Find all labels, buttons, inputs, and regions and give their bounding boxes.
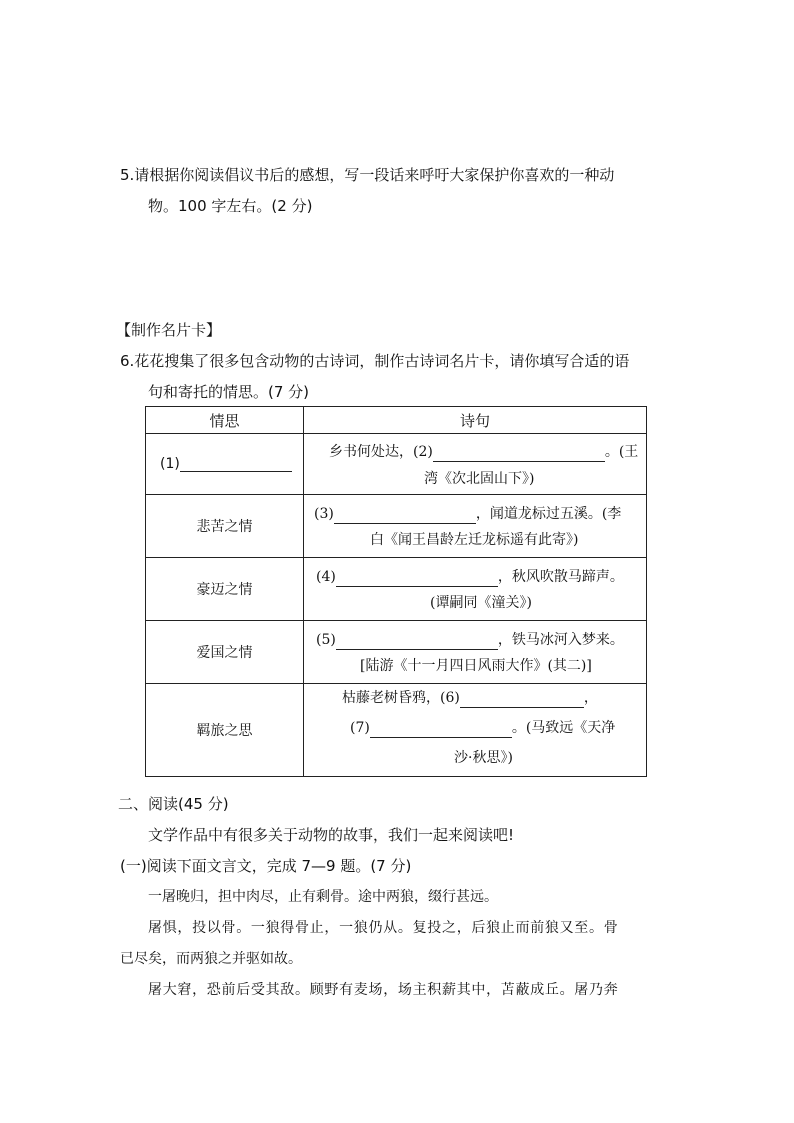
verse-text: ，秋风吹散马蹄声。 — [497, 569, 624, 585]
blank-label-3: (3) — [314, 506, 334, 522]
verse-source: 沙·秋思》) — [454, 750, 513, 766]
verse-text: 。(王 — [604, 444, 639, 460]
answer-blank-3[interactable] — [334, 508, 476, 524]
verse-text: 枯藤老树昏鸦， — [342, 690, 440, 706]
verse-source: 湾《次北固山下》) — [424, 471, 535, 487]
table-row-2-emotion: 悲苦之情 — [146, 495, 304, 558]
reading-intro: 文学作品中有很多关于动物的故事，我们一起来阅读吧! — [148, 826, 515, 844]
passage-paragraph-3: 屠大窘，恐前后受其敌。顾野有麦场，场主积薪其中，苫蔽成丘。屠乃奔 — [148, 982, 619, 998]
q6-line2: 句和寄托的情思。(7 分) — [148, 383, 310, 401]
table-row-4-verse — [304, 621, 647, 684]
passage-paragraph-1: 一屠晚归，担中肉尽，止有剩骨。途中两狼，缀行甚远。 — [148, 889, 498, 905]
answer-blank-6[interactable] — [460, 692, 584, 708]
answer-blank-7[interactable] — [370, 722, 512, 738]
header-verse: 诗句 — [304, 407, 647, 434]
verse-source: (谭嗣同《潼关》) — [430, 595, 532, 611]
blank-label-1: (1) — [160, 456, 180, 472]
answer-blank-2[interactable] — [433, 446, 605, 462]
passage-paragraph-2b: 已尽矣，而两狼之并驱如故。 — [120, 951, 302, 967]
verse-source: [陆游《十一月四日风雨大作》(其二)] — [360, 658, 592, 674]
section-title-card: 【制作名片卡】 — [116, 321, 222, 339]
blank-label-7: (7) — [350, 720, 370, 736]
verse-text: 。(马致远《天净 — [511, 720, 616, 736]
table-row-1-verse — [304, 434, 647, 495]
verse-text: ， — [583, 690, 598, 706]
table-row-5-emotion: 羁旅之思 — [146, 684, 304, 777]
q5-line2: 物。100 字左右。(2 分) — [148, 197, 313, 215]
blank-label-2: (2) — [413, 444, 433, 460]
verse-text: 乡书何处达， — [329, 444, 413, 460]
q6-line1: 6.花花搜集了很多包含动物的古诗词，制作古诗词名片卡，请你填写合适的语 — [120, 352, 630, 370]
answer-blank-1[interactable] — [180, 456, 292, 472]
verse-text: ，铁马冰河入梦来。 — [497, 632, 624, 648]
poem-card-table — [145, 406, 647, 777]
table-row-2-verse — [304, 495, 647, 558]
table-row-3-emotion: 豪迈之情 — [146, 558, 304, 621]
answer-blank-4[interactable] — [336, 571, 498, 587]
blank-label-6: (6) — [440, 690, 460, 706]
blank-label-4: (4) — [316, 569, 336, 585]
table-row-4-emotion: 爱国之情 — [146, 621, 304, 684]
blank-label-5: (5) — [316, 632, 336, 648]
table-row-3-verse — [304, 558, 647, 621]
verse-source: 白《闻王昌龄左迁龙标遥有此寄》) — [370, 532, 579, 548]
section-title-reading: 二、阅读(45 分) — [118, 795, 229, 813]
answer-blank-5[interactable] — [336, 634, 498, 650]
passage-paragraph-2a: 屠惧，投以骨。一狼得骨止，一狼仍从。复投之，后狼止而前狼又至。骨 — [148, 920, 619, 936]
verse-text: ，闻道龙标过五溪。(李 — [475, 506, 622, 522]
part-title: (一)阅读下面文言文，完成 7—9 题。(7 分) — [120, 857, 412, 875]
table-row-5-verse — [304, 684, 647, 777]
table-row-1-emotion — [146, 434, 304, 495]
header-emotion: 情思 — [146, 407, 304, 434]
q5-line1: 5.请根据你阅读倡议书后的感想，写一段话来呼吁大家保护你喜欢的一种动 — [120, 166, 615, 184]
